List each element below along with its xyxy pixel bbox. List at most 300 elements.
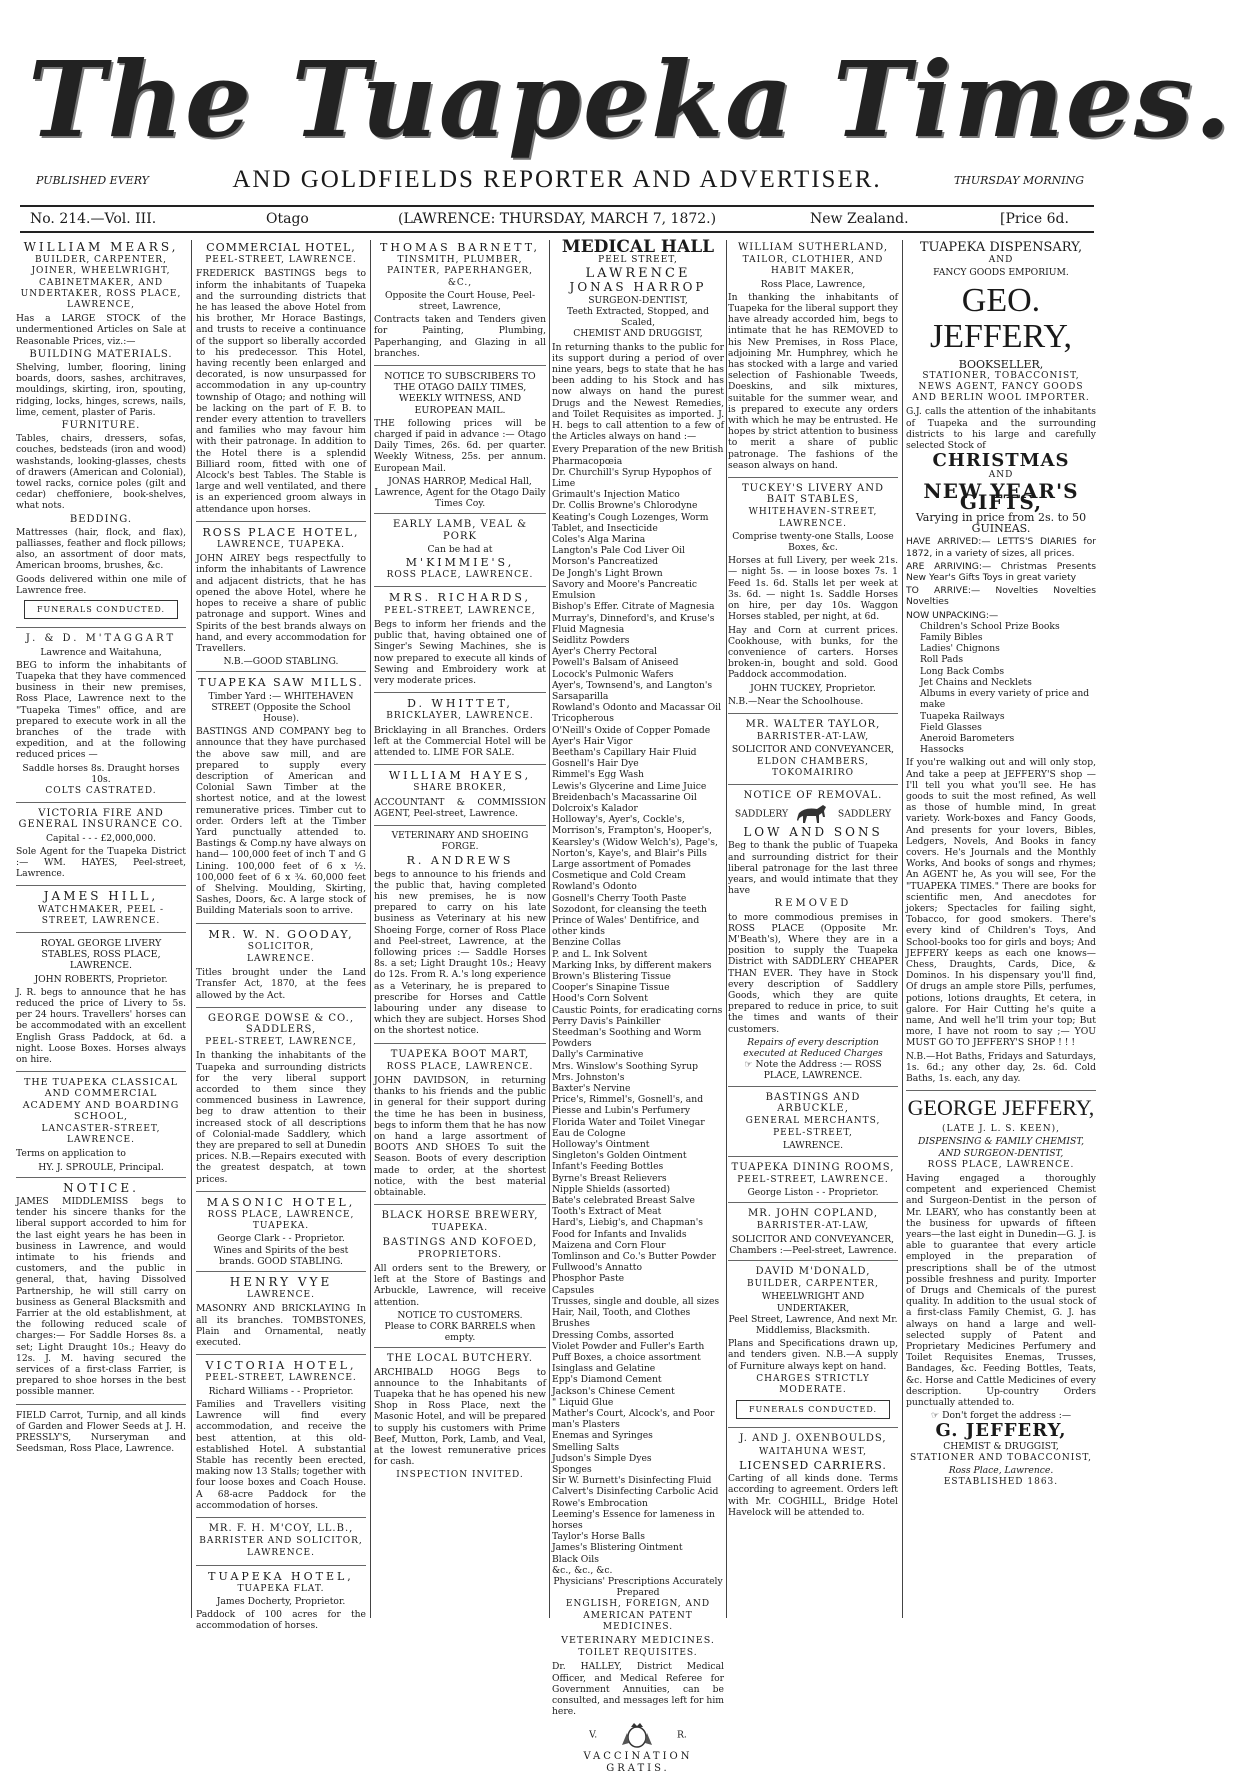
- published-every: PUBLISHED EVERY: [36, 174, 149, 187]
- ad-heading: THE LOCAL BUTCHERY.: [386, 1353, 534, 1365]
- ad-text: Has a LARGE STOCK of the undermentioned Articles on Sale at Reasonable Prices, viz.:—: [16, 313, 186, 347]
- ad-text: J. R. begs to announce that he has reduced the price of Livery to 5s. per 24 hours. Travellers' horses can be accommodated with an excellent English Grass Paddock, at 6d. a night. Loose Boxes. Horses always on hire.: [16, 986, 186, 1065]
- new-years-heading: NEW YEAR'S GIFTS,: [923, 478, 1079, 514]
- note-address-row: [728, 1059, 898, 1081]
- ad-subheading: ROSS PLACE, LAWRENCE, TUAPEKA.: [207, 1210, 355, 1232]
- ad-subheading: INSPECTION INVITED.: [396, 1469, 524, 1480]
- ad-text: Paddock of 100 acres for the accommodation of horses.: [196, 1609, 366, 1632]
- column-rule: [370, 240, 371, 1618]
- ad-heading: LICENSED CARRIERS.: [739, 1458, 887, 1472]
- ad-text: N.B.—Hot Baths, Fridays and Saturdays, 1s. 6d.; any other day, 2s. 6d. Cold Baths, 1s. each, any day.: [906, 1050, 1096, 1084]
- have-arrived: HAVE ARRIVED:— LETTS'S DIARIES for 1872, in a variety of sizes, all prices.: [906, 536, 1096, 559]
- ad-subheading: DISPENSING & FAMILY CHEMIST, AND SURGEON-DENTIST,: [917, 1136, 1085, 1159]
- ad-heading: MASONIC HOTEL,: [206, 1195, 356, 1209]
- list-item: Holloway's Ointment: [552, 1139, 650, 1151]
- ad-subheading: STATIONER, TOBACCONIST, NEWS AGENT, FANCY GOODS AND BERLIN WOOL IMPORTER.: [912, 370, 1090, 404]
- list-item: Dolcroix's Kalador: [552, 802, 638, 814]
- ad-tuapeka-dispensary: [906, 242, 1096, 1091]
- ad-mears: [16, 242, 186, 628]
- ad-heading: TUAPEKA SAW MILLS.: [198, 676, 364, 690]
- ad-heading: VACCINATION GRATIS.: [583, 1751, 693, 1774]
- ad-text: Repairs of every description executed at Reduced Charges: [743, 1036, 883, 1059]
- ad-ross-place-hotel: [196, 527, 366, 672]
- ad-subheading: PEEL-STREET, LAWRENCE.: [205, 255, 357, 266]
- ad-vye: [196, 1277, 366, 1355]
- ad-copland: [728, 1208, 898, 1261]
- funerals-box: FUNERALS CONDUCTED.: [736, 1400, 890, 1419]
- to-arrive: TO ARRIVE:— Novelties Novelties Novelties: [906, 585, 1096, 608]
- list-item: Hassocks: [920, 744, 964, 756]
- ad-heading: MR. F. H. M'COY, LL.B.,: [208, 1522, 354, 1534]
- horse-icon: [795, 803, 831, 825]
- list-item: Dressing Combs, assorted: [552, 1329, 674, 1341]
- ad-subheading: PEEL-STREET, LAWRENCE.: [737, 1174, 889, 1185]
- ad-subheading: LAWRENCE.: [247, 1290, 315, 1301]
- ad-academy: [16, 1077, 186, 1178]
- ad-text: If you're walking out and will only stop, And take a peep at JEFFERY'S shop — I'll tell you what you'll see. He has goods to suit the most refined, As well as those of humble mind, In great variety. Work-boxes and Fancy Goods, And presents for your lovers, Bibles, Ledgers, Novels, And Books in fancy covers. He's Journals and the Monthly Works, And books of songs and rhymes; An AGENT he, As you will see, For the "TUAPEKA TIMES." There are books for scientific men, And anecdotes for jokers; Spectacles for failing sight, Tobacco, for good smokers. There's every kind of Children's Toys, And School-books too for girls and boys; And JEFFERY keeps as each one knows— Chess, Draughts, Cards, Dice, & Dominos. In his dispensary you'll find, Of drugs an ample store Pills, perfumes, potions, lotions draughts, Et cetera, in galore. For Hair Cutting he's quite a name, And well he'll trim your top; But more, I have not room to say ;— YOU MUST GO TO JEFFERY'S SHOP ! ! !: [906, 757, 1096, 1049]
- ad-text: G.J. calls the attention of the inhabitants of Tuapeka and the surrounding districts to his large and carefully selected Stock of: [906, 406, 1096, 452]
- ad-heading: GEORGE DOWSE & CO., SADDLERS,: [207, 1012, 354, 1035]
- list-item: Lewis's Glycerine and Lime Juice: [552, 780, 707, 792]
- list-item: P. and L. Ink Solvent: [552, 948, 648, 960]
- ad-dining-rooms: [728, 1162, 898, 1204]
- ad-subheading: PEEL-STREET, LAWRENCE,: [384, 605, 536, 616]
- list-item: Hair, Nail, Tooth, and Clothes Brushes: [552, 1307, 691, 1330]
- list-item: Grimault's Injection Matico: [552, 489, 680, 501]
- ad-subheading: PROPRIETORS.: [417, 1249, 503, 1260]
- list-item: Cosmetique and Cold Cream: [552, 870, 686, 882]
- ad-victoria-insurance: [16, 808, 186, 886]
- ad-subheading: LAWRENCE, TUAPEKA.: [217, 540, 345, 551]
- ad-heading: J. AND J. OXENBOULDS,: [739, 1433, 887, 1445]
- ad-subheading: JOHN ROBERTS, Proprietor.: [34, 973, 168, 985]
- list-item: Byrne's Breast Relievers: [552, 1172, 667, 1184]
- ad-heading: NOTICE OF REMOVAL.: [743, 789, 883, 801]
- ad-mccoy: [196, 1523, 366, 1566]
- ad-heading: LAWRENCE: [585, 266, 691, 282]
- list-item: Children's School Prize Books: [920, 620, 1060, 632]
- ad-text: Families and Travellers visiting Lawrence will find every accommodation, and receive the best attention, at this old-established Hotel. A substantial Stable has recently been erected, making now 13 Stalls; together with four loose boxes and Coach House. A 68-acre Paddock for the accommodation of horses.: [196, 1398, 366, 1511]
- list-item: Locock's Pulmonic Wafers: [552, 668, 674, 680]
- list-item: Langton's Pale Cod Liver Oil: [552, 545, 685, 557]
- list-item: Brown's Blistering Tissue: [552, 971, 671, 982]
- list-item: Dr. Collis Browne's Chlorodyne: [552, 500, 698, 512]
- ad-text: Goods delivered within one mile of Lawrence free.: [16, 573, 186, 596]
- column-rule: [191, 240, 192, 1618]
- article-list: [552, 444, 724, 1576]
- ad-text: Contracts taken and Tenders given for Painting, Plumbing, Paperhanging, and Glazing in all branches.: [374, 314, 546, 359]
- list-item: James's Blistering Ointment: [552, 1542, 683, 1554]
- ad-heading: NOTICE.: [63, 1180, 139, 1195]
- list-item: Long Back Combs: [920, 665, 1005, 677]
- ad-subheading: CHARGES STRICTLY MODERATE.: [756, 1373, 870, 1396]
- list-item: Powell's Balsam of Aniseed: [552, 657, 679, 669]
- ad-heading: EARLY LAMB, VEAL & PORK: [392, 519, 528, 542]
- ad-heading: D. WHITTET,: [407, 697, 513, 711]
- ad-text: Ross Place, Lawrence.: [948, 1465, 1054, 1477]
- ad-subheading: ROSS PLACE, LAWRENCE.: [386, 570, 534, 581]
- ad-shoeing-forge: [374, 831, 546, 1044]
- ad-subheading: SHARE BROKER,: [413, 783, 507, 794]
- ad-subheading: COLTS CASTRATED.: [45, 785, 157, 796]
- ad-heading: BASTINGS AND ARBUCKLE,: [765, 1091, 861, 1114]
- list-item: Rimmel's Egg Wash: [552, 769, 644, 781]
- ad-text: Can be had at: [427, 543, 493, 555]
- column-4: [552, 237, 724, 1774]
- list-item: Calvert's Disinfecting Carbolic Acid: [552, 1486, 719, 1498]
- list-item: Ayer's Hair Vigor: [552, 735, 633, 747]
- royal-arms-row: [552, 1721, 724, 1749]
- list-item: &c., &c., &c.: [552, 1564, 613, 1576]
- ad-text: Peel Street, Lawrence, And next Mr. Middlemiss, Blacksmith.: [728, 1313, 898, 1337]
- ad-text: Plans and Specifications drawn up, and tenders given. N.B.—A supply of Furniture always kept on hand.: [728, 1338, 898, 1372]
- ad-heading: THE TUAPEKA CLASSICAL AND COMMERCIAL ACADEMY AND BOARDING SCHOOL,: [22, 1077, 180, 1122]
- list-item: Infant's Feeding Bottles: [552, 1161, 664, 1173]
- ad-subheading: Teeth Extracted, Stopped, and Scaled,: [567, 306, 709, 329]
- issue-number: No. 214.—Vol. III.: [30, 211, 157, 227]
- column-2: [196, 240, 366, 1632]
- ad-section-heading: BUILDING MATERIALS.: [29, 348, 173, 360]
- column-6: [906, 240, 1096, 1618]
- ad-subheading: TOILET REQUISITES.: [578, 1648, 698, 1659]
- ad-local-butchery: [374, 1353, 546, 1485]
- ad-heading: NOTICE TO SUBSCRIBERS TO THE OTAGO DAILY TIMES, WEEKLY WITNESS, AND EUROPEAN MAIL.: [384, 371, 536, 416]
- ad-heading: VETERINARY MEDICINES.: [561, 1634, 715, 1646]
- ad-victoria-hotel: [196, 1360, 366, 1518]
- list-item: Tuapeka Railways: [920, 710, 1005, 722]
- ad-mcdonald: [728, 1266, 898, 1428]
- ad-notice-middlemiss: [16, 1180, 186, 1405]
- ad-hayes: [374, 770, 546, 826]
- ad-text: LAWRENCE.: [782, 1140, 844, 1152]
- region: Otago: [266, 211, 309, 227]
- ad-text: Comprise twenty-one Stalls, Loose Boxes, &c.: [732, 530, 894, 554]
- ad-tuapeka-hotel: [196, 1571, 366, 1638]
- ad-text: BASTINGS AND COMPANY beg to announce that they have purchased the above saw mill, and are prepared to supply every description of American and Colonial Sawn Timber at the shortest notice, and at the lowest remunerative prices. Timber cut to order. Orders left at the Timber Yard punctually attended to. Bastings & Comp.ny have always on hand— 100,000 feet of inch T and G Lining. 100,000 feet of 6 x ½. 100,000 feet of 6 x ¾. 60,000 feet of Shelving. Moulding, Skirting, Sashes, Doors, &c. A large stock of Building Materials soon to arrive.: [196, 726, 366, 917]
- list-item: O'Neill's Oxide of Copper Pomade: [552, 724, 711, 736]
- list-item: Field Glasses: [920, 721, 982, 733]
- royal-arms-icon: [620, 1721, 654, 1749]
- ad-tuckey: [728, 483, 898, 714]
- list-item: Fullwood's Annatto: [552, 1262, 642, 1274]
- list-item: Hard's, Liebig's, and Chapman's Food for Infants and Invalids: [552, 1217, 703, 1240]
- ad-heading: VICTORIA HOTEL,: [205, 1359, 357, 1373]
- ad-subheading: PEEL STREET,: [598, 255, 678, 266]
- ad-text: Carting of all kinds done. Terms according to agreement. Orders left with Mr. COGHILL, Bridge Hotel Havelock will be attended to.: [728, 1473, 898, 1518]
- vr-right: R.: [676, 1729, 687, 1741]
- columns: [16, 237, 1098, 1774]
- ad-heading: VICTORIA FIRE AND GENERAL INSURANCE CO.: [18, 808, 184, 831]
- christmas-heading: CHRISTMAS: [932, 450, 1070, 472]
- ad-text: Richard Williams - - Proprietor.: [208, 1385, 354, 1397]
- list-item: Puff Boxes, a choice assortment: [552, 1351, 701, 1363]
- george-jeffery-name: GEORGE JEFFERY,: [907, 1095, 1095, 1121]
- ad-subheading: SURGEON-DENTIST,: [588, 294, 688, 306]
- ad-subheading: BUILDER, CARPENTER,: [747, 1279, 879, 1290]
- list-item: Isinglass and Gelatine: [552, 1363, 656, 1375]
- list-item: Dr. Churchill's Syrup Hypophos of Lime: [552, 466, 711, 490]
- ad-heading: COMMERCIAL HOTEL,: [206, 241, 356, 254]
- ad-subheading: (LATE J. L. S. KEEN),: [942, 1124, 1060, 1135]
- ad-text: Ross Place, Lawrence,: [760, 278, 866, 290]
- ad-text: N.B.—GOOD STABLING.: [223, 656, 339, 668]
- ad-text: Beg to thank the public of Tuapeka and surrounding district for their liberal patronage for the last three years, and would intimate that they have: [728, 840, 898, 897]
- list-item: Epp's Diamond Cement: [552, 1374, 662, 1386]
- ad-subheading: Lawrence and Waitahuna,: [40, 646, 162, 658]
- ad-saw-mills: [196, 677, 366, 923]
- list-item: Prince of Wales' Dentifrice, and other kinds: [552, 914, 700, 938]
- ad-text: Wines and Spirits of the best brands. GOOD STABLING.: [213, 1244, 349, 1267]
- ad-heading: WILLIAM HAYES,: [388, 769, 532, 783]
- newspaper-subtitle: AND GOLDFIELDS REPORTER AND ADVERTISER.: [232, 166, 882, 193]
- list-item: Sir W. Burnett's Disinfecting Fluid: [552, 1475, 712, 1487]
- ad-heading: MR. JOHN COPLAND,: [747, 1208, 878, 1220]
- ad-subheading: Timber Yard :— WHITEHAVEN STREET (Opposite the School House).: [208, 690, 354, 724]
- list-item: Tricopherous: [552, 713, 614, 725]
- ad-text: Chambers :—Peel-street, Lawrence.: [729, 1244, 897, 1256]
- list-item: Marking Inks, by different makers: [552, 959, 712, 971]
- ad-text: ACCOUNTANT & COMMISSION AGENT, Peel-street, Lawrence.: [374, 796, 546, 819]
- ad-text: Dr. HALLEY, District Medical Officer, and Medical Referee for Government Annuities, can be consulted, and messages left for him here.: [552, 1661, 724, 1718]
- gj-name: G. JEFFERY,: [935, 1420, 1067, 1442]
- list-item: Bishop's Effer. Citrate of Magnesia: [552, 601, 715, 613]
- ad-text: Sole Agent for the Tuapeka District :— WM. HAYES, Peel-street, Lawrence.: [16, 845, 186, 880]
- published-day: THURSDAY MORNING: [953, 174, 1084, 187]
- ad-gooday: [196, 929, 366, 1008]
- ad-whittet: [374, 698, 546, 765]
- ad-text: JONAS HARROP, Medical Hall, Lawrence, Agent for the Otago Daily Times Coy.: [374, 475, 546, 510]
- ad-subheading: LAWRENCE.: [247, 1548, 315, 1559]
- ad-subheading: CHEMIST & DRUGGIST,: [943, 1440, 1059, 1452]
- list-item: Roll Pads: [920, 654, 964, 666]
- ad-text: JOHN TUCKEY, Proprietor.: [750, 682, 876, 694]
- ad-text: SOLICITOR AND CONVEYANCER,: [731, 744, 895, 756]
- ad-subheading: SOLICITOR,: [247, 941, 315, 952]
- ad-subheading: PEEL-STREET,: [773, 1128, 853, 1139]
- ad-bastings-arbuckle: [728, 1092, 898, 1157]
- ad-text: Varying in price from 2s. to 50 GUINEAS.: [915, 511, 1087, 536]
- ad-heading: MEDICAL HALL: [561, 237, 715, 257]
- ad-heading: TUAPEKA HOTEL,: [208, 1569, 354, 1583]
- ad-text: Terms on application to: [16, 1148, 126, 1160]
- ad-subheading: ROSS PLACE, LAWRENCE.: [927, 1159, 1075, 1170]
- list-item: Gosnell's Cherry Tooth Paste: [552, 892, 687, 904]
- ad-heading: WILLIAM MEARS,: [23, 240, 179, 254]
- list-item: Breidenbach's Macassarine Oil: [552, 791, 697, 803]
- list-item: Seidlitz Powders: [552, 634, 630, 646]
- ad-medical-hall: [552, 237, 724, 1780]
- ad-rates: Horses at full Livery, per week 21s. — night 5s. — in loose boxes 7s. 1 Feed 1s. 6d. Stalls let per week at 3s. 6d. — night 1s. Saddle Horses on hire, per day 10s. Waggon Horses stabled, per night, at 6d.: [728, 555, 898, 623]
- ad-heading: BASTINGS AND KOFOED,: [382, 1236, 538, 1248]
- list-item: Taylor's Horse Balls: [552, 1531, 645, 1543]
- ad-text: JOHN AIREY begs respectfully to inform the inhabitants of Lawrence and adjacent districts, that he has opened the above Hotel, where he hopes to receive a share of public patronage and support. Wines and Spirits of the best brands always on hand, and every accommodation for Travellers.: [196, 553, 366, 654]
- ad-royal-george: [16, 938, 186, 1072]
- ad-text: George Liston - - Proprietor.: [747, 1187, 879, 1199]
- ad-subheading: BARRISTER-AT-LAW,: [756, 732, 870, 743]
- ad-text: SOLICITOR AND CONVEYANCER,: [731, 1233, 895, 1245]
- list-item: Ladies' Chignons: [920, 643, 1000, 655]
- ad-heading: REMOVED: [774, 898, 852, 910]
- list-item: Enemas and Syringes: [552, 1430, 653, 1442]
- ad-oxenboulds: [728, 1433, 898, 1523]
- ad-text: James Docherty, Proprietor.: [216, 1595, 346, 1607]
- ad-text: Please to CORK BARRELS when empty.: [384, 1321, 536, 1344]
- column-rule: [726, 240, 727, 1618]
- pointing-hand-icon: ☞: [930, 1410, 943, 1422]
- masthead: [28, 30, 1233, 170]
- list-item: Ayer's Cherry Pectoral: [552, 646, 658, 658]
- list-item: Jet Chains and Necklets: [920, 676, 1032, 688]
- ad-text: Having engaged a thoroughly competent and experienced Chemist and Surgeon-Dentist in the person of Mr. LEARY, who has constantly been at the business for upwards of fifteen years—the last eight in Dunedin—G. J. is able to guarantee that every article employed in the preparation of prescriptions shall be of the utmost possible freshness and purity. Importer of Drugs and Chemicals of the purest quality. In addition to the usual stock of a first-class Family Chemist, G. J. has always on hand a large and well-selected supply of Patent and Proprietary Medicines Perfumery and Toilet Requisites Enemas, Trusses, Bandages, &c. Feeding Bottles, Teats, &c. Horse and Cattle Medicines of every description. Up-country Orders punctually attended to.: [906, 1173, 1096, 1409]
- list-item: Gosnell's Hair Dye: [552, 758, 639, 770]
- ad-text: Opposite the Court House, Peel-street, Lawrence,: [384, 289, 536, 313]
- ad-heading: MR. WALTER TAYLOR,: [745, 718, 881, 730]
- list-item: Baxter's Nervine: [552, 1083, 631, 1095]
- ad-text: Titles brought under the Land Transfer Act, 1870, at the fees allowed by the Act.: [196, 967, 366, 1001]
- list-item: Maizena and Corn Flour: [552, 1239, 666, 1251]
- ad-subheading: ESTABLISHED 1863.: [943, 1477, 1059, 1488]
- ad-text: THE following prices will be charged if paid in advance :— Otago Daily Times, 26s. 6d. per quarter. Weekly Witness, 25s. per annum. European Mail.: [374, 417, 546, 474]
- ad-subheading: TINSMITH, PLUMBER, PAINTER, PAPERHANGER, &C.,: [387, 255, 533, 288]
- ad-text: Capital - - - £2,000,000.: [46, 832, 156, 844]
- ad-pressly: [16, 1410, 186, 1461]
- ad-subheading: BOOKSELLER,: [958, 357, 1044, 371]
- ad-text: Tables, chairs, dressers, sofas, couches, bedsteads (iron and wood) washstands, looking-glasses, chests of drawers (American and Colonial), towel racks, cornice poles (gilt and cedar) cheffoniere, book-shelves, what nots.: [16, 433, 186, 512]
- list-item: Murray's, Dinneford's, and Kruse's Fluid Magnesia: [552, 612, 715, 635]
- ad-subheading: WHITEHAVEN-STREET, LAWRENCE.: [748, 507, 878, 529]
- list-item: Holloway's, Ayer's, Cockle's, Morrison's, Frampton's, Hooper's, Kearsley's (Widow Welch's), Page's, Norton's, Kaye's, and Blair's Pills: [552, 814, 718, 859]
- list-item: Violet Powder and Fuller's Earth: [552, 1340, 705, 1352]
- ad-heading: JAMES HILL,: [43, 889, 159, 904]
- list-item: Morson's Pancreatized: [552, 556, 659, 568]
- list-item: Florida Water and Toilet Vinegar: [552, 1116, 705, 1128]
- price: [Price 6d.: [1000, 211, 1069, 227]
- ad-text: N.B.—Near the Schoolhouse.: [728, 695, 864, 707]
- ad-hill: [16, 891, 186, 933]
- ad-richards: [374, 592, 546, 693]
- ad-mctaggart: [16, 633, 186, 803]
- list-item: Albums in every variety of price and make: [920, 688, 1090, 711]
- list-item: Sponges: [552, 1463, 592, 1475]
- ad-text: In thanking the inhabitants of the Tuapeka and surrounding districts for the very liberal support accorded to them since they commenced business in Lawrence, beg to draw attention to their increased stock of all descriptions of Colonial-made Saddlery, which they are prepared to sell at Dunedin prices. N.B.—Repairs executed with the greatest despatch, at town prices.: [196, 1050, 366, 1185]
- ad-subheading: LANCASTER-STREET, LAWRENCE.: [41, 1124, 161, 1146]
- saddlery-row: [728, 803, 898, 825]
- ad-heading: R. ANDREWS: [406, 854, 514, 868]
- newspaper-title: The Tuapeka Times.: [28, 38, 1233, 161]
- list-item: Nipple Shields (assorted): [552, 1183, 671, 1195]
- ad-text: FREDERICK BASTINGS begs to inform the inhabitants of Tuapeka and the surrounding districts that he has leased the above Hotel from his brother, Mr Horace Bastings, and trusts to receive a continuance of the support so liberally accorded to his predecessor. This Hotel, having recently been enlarged and decorated, is now unsurpassed for accommodation in any up-country township of Otago; and nothing will be lacking on the part of F. B. to render every attention to travellers and families who may favour him with their patronage. In addition to the Hotel there is a splendid Billiard room, fitted with one of Alcock's best Tables. The Stable is large and well ventilated, and there is an experienced groom always in attendance upon horses.: [196, 268, 366, 515]
- country: New Zealand.: [810, 211, 909, 227]
- ad-text: NOTICE TO CUSTOMERS.: [397, 1309, 523, 1321]
- ad-text: FIELD Carrot, Turnip, and all kinds of Garden and Flower Seeds at J. H. PRESSLY'S, Nurseryman and Seedsman, Ross Place, Lawrence.: [16, 1409, 186, 1455]
- ad-subheading: BRICKLAYER, LAWRENCE.: [386, 711, 534, 722]
- funerals-box: FUNERALS CONDUCTED.: [24, 600, 178, 619]
- list-item: Cooper's Sinapine Tissue: [552, 982, 670, 994]
- list-item: Rowland's Odonto: [552, 881, 637, 893]
- ad-subheading: WAITAHUNA WEST,: [758, 1446, 868, 1457]
- list-item: Perry Davis's Painkiller: [552, 1015, 661, 1027]
- list-item: Coles's Alga Marina: [552, 534, 646, 546]
- ad-dowse: [196, 1013, 366, 1192]
- issue-date: (LAWRENCE: THURSDAY, MARCH 7, 1872.): [398, 211, 717, 227]
- list-item: Rowe's Embrocation: [552, 1497, 648, 1509]
- ad-low-and-sons: [728, 790, 898, 1087]
- ad-otago-times: [374, 371, 546, 514]
- ad-subheading: TUAPEKA.: [431, 1223, 489, 1234]
- ad-text: Physicians' Prescriptions Accurately Prepared: [553, 1575, 723, 1599]
- saddlery-left: SADDLERY: [734, 808, 789, 820]
- ad-heading: BLACK HORSE BREWERY,: [381, 1210, 539, 1222]
- ad-text: Hay and Corn at current prices. Cookhouse, with bunks, for the convenience of carters. Horses broken-in, bought and sold. Good Paddock accommodation.: [728, 624, 898, 681]
- ad-subheading: PEEL-STREET, LAWRENCE.: [205, 1373, 357, 1384]
- list-item: Every Preparation of the new British Pharmacopœia: [552, 444, 724, 467]
- ad-subheading: PEEL-STREET, LAWRENCE,: [205, 1037, 357, 1048]
- ad-text: Begs to inform her friends and the public that, having obtained one of Singer's Sewing Machines, she is now prepared to execute all kinds of Sewing and Embroidery work at very moderate prices.: [374, 618, 546, 686]
- ad-heading: LOW AND SONS: [743, 825, 883, 840]
- ad-heading: J. & D. M'TAGGART: [25, 633, 177, 645]
- vr-left: V.: [589, 1729, 598, 1741]
- list-item: De Jongh's Light Brown: [552, 567, 663, 579]
- ad-subheading: STATIONER AND TOBACCONIST,: [910, 1452, 1092, 1463]
- ad-boot-mart: [374, 1049, 546, 1206]
- ad-heading: THOMAS BARNETT,: [380, 241, 540, 254]
- ad-subheading: BARRISTER-AT-LAW,: [756, 1221, 870, 1232]
- list-item: Black Oils: [552, 1553, 599, 1565]
- list-item: Singleton's Golden Ointment: [552, 1150, 687, 1162]
- list-item: Steedman's Soothing and Worm Powders: [552, 1027, 702, 1050]
- ad-barnett: [374, 242, 546, 366]
- ad-brewery: [374, 1210, 546, 1348]
- list-item: " Liquid Glue: [552, 1396, 614, 1408]
- list-item: Benzine Collas: [552, 937, 621, 949]
- list-item: Leeming's Essence for lameness in horses: [552, 1508, 715, 1531]
- list-item: Trusses, single and double, all sizes: [552, 1295, 720, 1307]
- ad-heading: JONAS HARROP: [569, 279, 707, 294]
- ad-heading: WILLIAM SUTHERLAND,: [737, 242, 889, 253]
- list-item: Eau de Cologne: [552, 1127, 626, 1139]
- ad-text: Shelving, lumber, flooring, lining boards, doors, sashes, architraves, mouldings, skirting, iron, spouting, ridging, locks, hinges, screws, nails, lime, cement, plaster of Paris.: [16, 362, 186, 418]
- ad-subheading: GENERAL MERCHANTS,: [745, 1116, 881, 1127]
- list-item: Bate's celebrated Breast Salve: [552, 1195, 695, 1207]
- list-item: Caustic Points, for eradicating corns: [552, 1004, 723, 1016]
- ad-heading: TUAPEKA BOOT MART,: [390, 1048, 530, 1060]
- column-rule: [549, 240, 550, 1618]
- ad-heading: HENRY VYE: [229, 1275, 333, 1290]
- ad-text: BEG to inform the inhabitants of Tuapeka that they have commenced business in their new premises, Ross Place, Lawrence next to the "Tuapeka Times" office, and are prepared to execute work in all the branches of the trade with expedition, and at the following reduced prices —: [16, 659, 186, 761]
- ad-text: In thanking the inhabitants of Tuapeka for the liberal support they have already accorded him, begs to intimate that he has REMOVED to his New Premises, in Ross Place, adjoining Mr. Humphrey, which he has stocked with a large and varied selection of Fashionable Tweeds, Doeskins, and silk mixtures, suitable for the summer wear, and is prepared to execute any orders with which he may be entrusted. He hopes by strict attention to business to merit a share of public patronage. The fashions of the season always on hand.: [728, 291, 898, 471]
- list-item: Smelling Salts: [552, 1441, 620, 1453]
- list-item: Large assortment of Pomades: [552, 858, 691, 870]
- ad-subheading: AND: [988, 255, 1014, 266]
- list-item: Mrs. Winslow's Soothing Syrup: [552, 1060, 698, 1072]
- list-item: Tomlinson and Co.'s Butter Powder: [552, 1251, 716, 1263]
- ad-text: ARCHIBALD HOGG Begs to announce to the Inhabitants of Tuapeka that he has opened his new Shop in Ross Place, next the Masonic Hotel, and will be prepared to supply his customers with Prime Beef, Mutton, Pork, Lamb, and Veal, at the lowest remunerative prices for cash.: [374, 1366, 546, 1468]
- list-item: Ayer's, Townsend's, and Langton's Sarsaparilla: [552, 679, 713, 702]
- list-item: Tooth's Extract of Meat: [552, 1206, 662, 1218]
- list-item: Keating's Cough Lozenges, Worm Tablet, and Insecticide: [552, 511, 709, 534]
- ad-heading: MRS. RICHARDS,: [388, 591, 531, 605]
- ad-taylor: [728, 719, 898, 785]
- ad-heading: VETERINARY AND SHOEING FORGE.: [391, 830, 529, 853]
- ad-text: begs to announce to his friends and the public that, having completed his new premises, he is now prepared to carry on his late business as Veterinary at his new Shoeing Forge, corner of Ross Place and Peel-street, Lawrence, at the following prices :— Saddle Horses 8s. a set; Light Draught 10s.; Heavy do 12s. From R. A.'s long experience as a Veterinary, he is prepared to prescribe for Horses and Cattle labouring under any disease to which they are subject. Horses Shod on the shortest notice.: [374, 868, 546, 1037]
- list-item: Sozodont, for cleansing the teeth: [552, 903, 707, 915]
- ad-subheading: WATCHMAKER, PEEL - STREET, LAWRENCE.: [37, 904, 165, 926]
- ad-subheading: FANCY GOODS EMPORIUM.: [933, 267, 1069, 279]
- ad-text: to more commodious premises in ROSS PLACE (Opposite Mr. M'Beath's), Where they are in a position to supply the Tuapeka District with SADDLERY CHEAPER THAN EVER. They have in Stock every description of Saddlery Goods, which they are quite prepared to reduce in price, to suit the times and wants of their customers.: [728, 911, 898, 1035]
- column-rule: [902, 240, 903, 1618]
- unpacking-list: [906, 621, 1096, 755]
- ad-text: All orders sent to the Brewery, or left at the Store of Bastings and Arbuckle, Lawrence, will receive attention.: [374, 1263, 546, 1308]
